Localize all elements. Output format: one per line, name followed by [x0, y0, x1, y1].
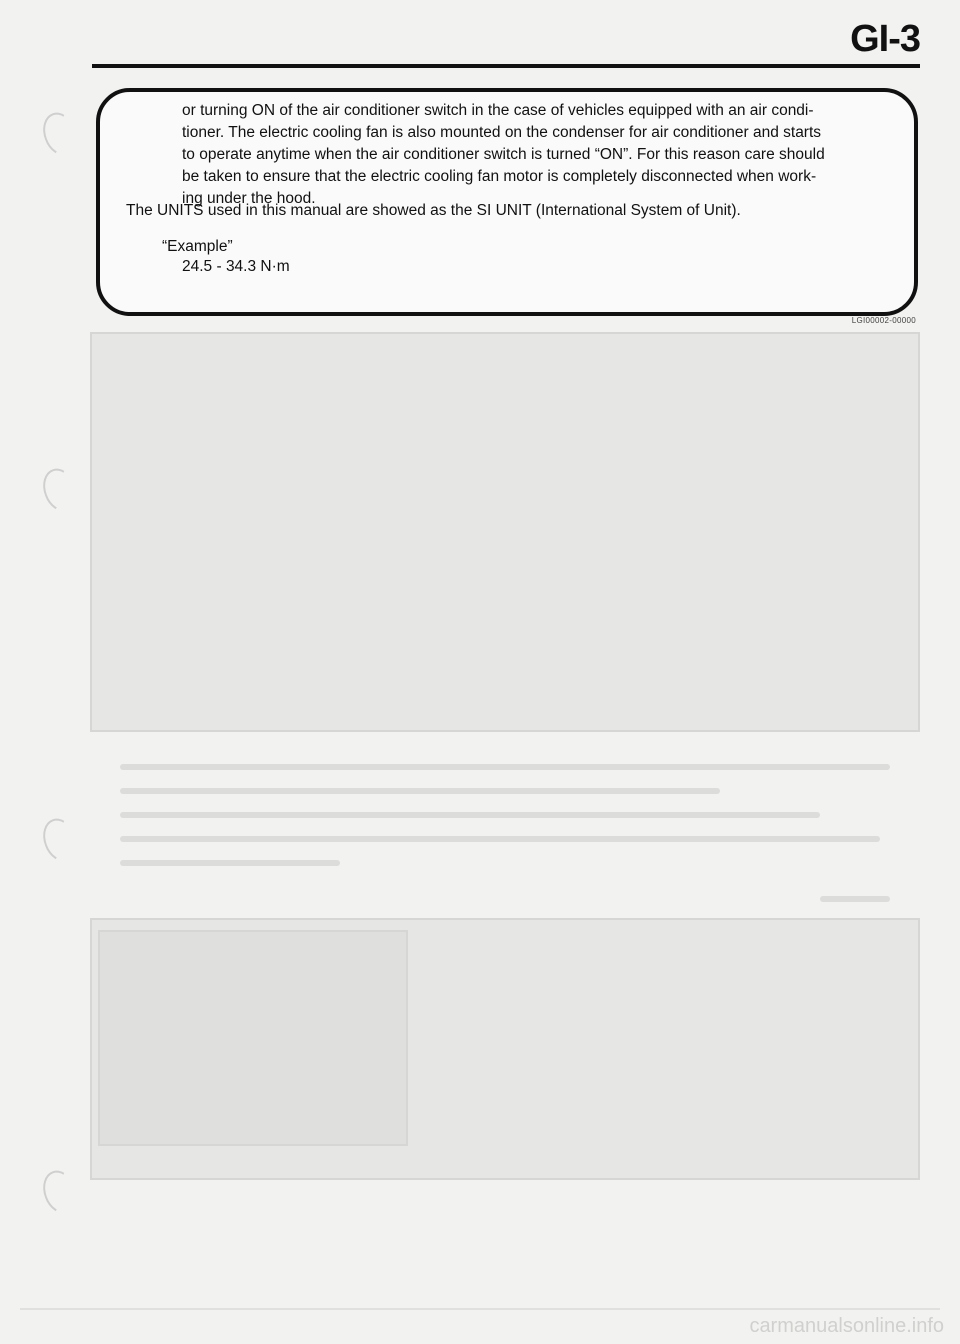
binder-hole-top [37, 108, 82, 160]
callout-line-1: or turning ON of the air conditioner switch in the case of vehicles equipped with an air condi- [182, 102, 814, 119]
binder-hole-mid-upper [37, 464, 82, 516]
units-note: The UNITS used in this manual are showed as the SI UNIT (International System of Unit). [126, 202, 741, 219]
callout-line-2: tioner. The electric cooling fan is also mounted on the condenser for air conditioner and starts [182, 124, 822, 141]
header-rule [92, 64, 920, 68]
callout-line-3: to operate anytime when the air conditioner switch is turned “ON”. For this reason care should [182, 146, 825, 163]
callout-line-4: be taken to ensure that the electric cooling fan motor is completely disconnected when work- [182, 168, 817, 185]
page-code: GI-3 [850, 18, 920, 60]
example-value: 24.5 - 34.3 N·m [182, 258, 290, 275]
callout-line-5: ing under the hood. [182, 190, 316, 207]
binder-hole-mid-lower [37, 814, 82, 866]
faded-figure-upper [90, 332, 920, 732]
example-label: “Example” [162, 238, 233, 255]
watermark: carmanualsonline.info [749, 1315, 944, 1337]
footer-rule [20, 1308, 940, 1310]
callout-paragraph [182, 100, 902, 210]
figure-reference-code: LGI00002-00000 [851, 316, 916, 325]
faded-figure-inset [98, 930, 408, 1146]
binder-hole-bottom [37, 1166, 82, 1218]
